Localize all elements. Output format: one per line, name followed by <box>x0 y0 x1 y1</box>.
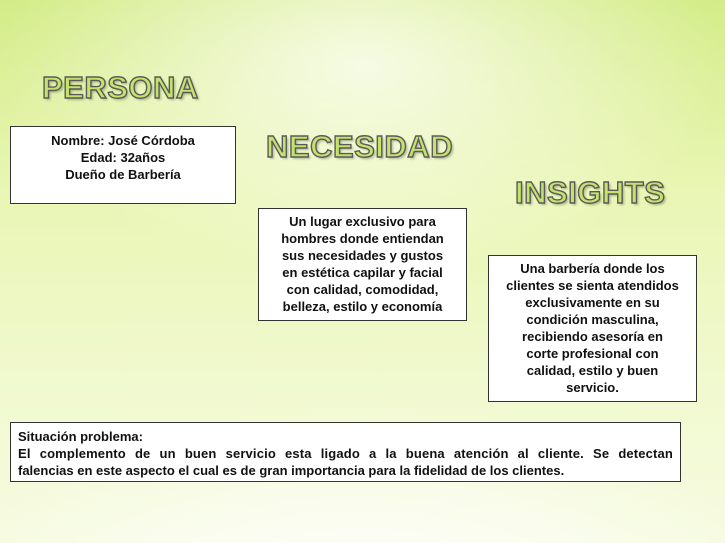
heading-insights: INSIGHTS <box>515 175 666 210</box>
insights-line: clientes se sienta atendidos <box>506 278 679 293</box>
insights-line: recibiendo asesoría en <box>522 329 663 344</box>
necesidad-box <box>258 208 467 321</box>
insights-line: condición masculina, <box>526 312 659 327</box>
insights-line: calidad, estilo y buen <box>526 363 659 378</box>
insights-box <box>488 255 697 402</box>
heading-necesidad: NECESIDAD <box>266 129 454 164</box>
situacion-line: falencias en este aspecto el cual es de gran importancia para la fidelidad de los clientes. <box>18 463 565 478</box>
insights-line: exclusivamente en su <box>525 295 660 310</box>
persona-name: Nombre: José Córdoba <box>51 133 195 148</box>
persona-box <box>10 126 236 204</box>
necesidad-line: belleza, estilo y economía <box>282 299 443 314</box>
necesidad-line: sus necesidades y gustos <box>281 248 444 263</box>
necesidad-line: en estética capilar y facial <box>282 265 443 280</box>
necesidad-line: con calidad, comodidad, <box>286 282 439 297</box>
situacion-box <box>10 422 681 482</box>
situacion-title: Situación problema: <box>18 429 143 444</box>
insights-line: servicio. <box>566 380 619 395</box>
persona-occupation: Dueño de Barbería <box>65 167 181 182</box>
heading-persona: PERSONA <box>42 70 199 105</box>
persona-age: Edad: 32años <box>80 150 166 165</box>
necesidad-line: Un lugar exclusivo para <box>289 214 436 229</box>
situacion-line: El complemento de un buen servicio esta ligado a la buena atención al cliente. Se detectan <box>18 446 673 461</box>
necesidad-line: hombres donde entiendan <box>281 231 444 246</box>
insights-line: Una barbería donde los <box>520 261 665 276</box>
insights-line: corte profesional con <box>526 346 659 361</box>
